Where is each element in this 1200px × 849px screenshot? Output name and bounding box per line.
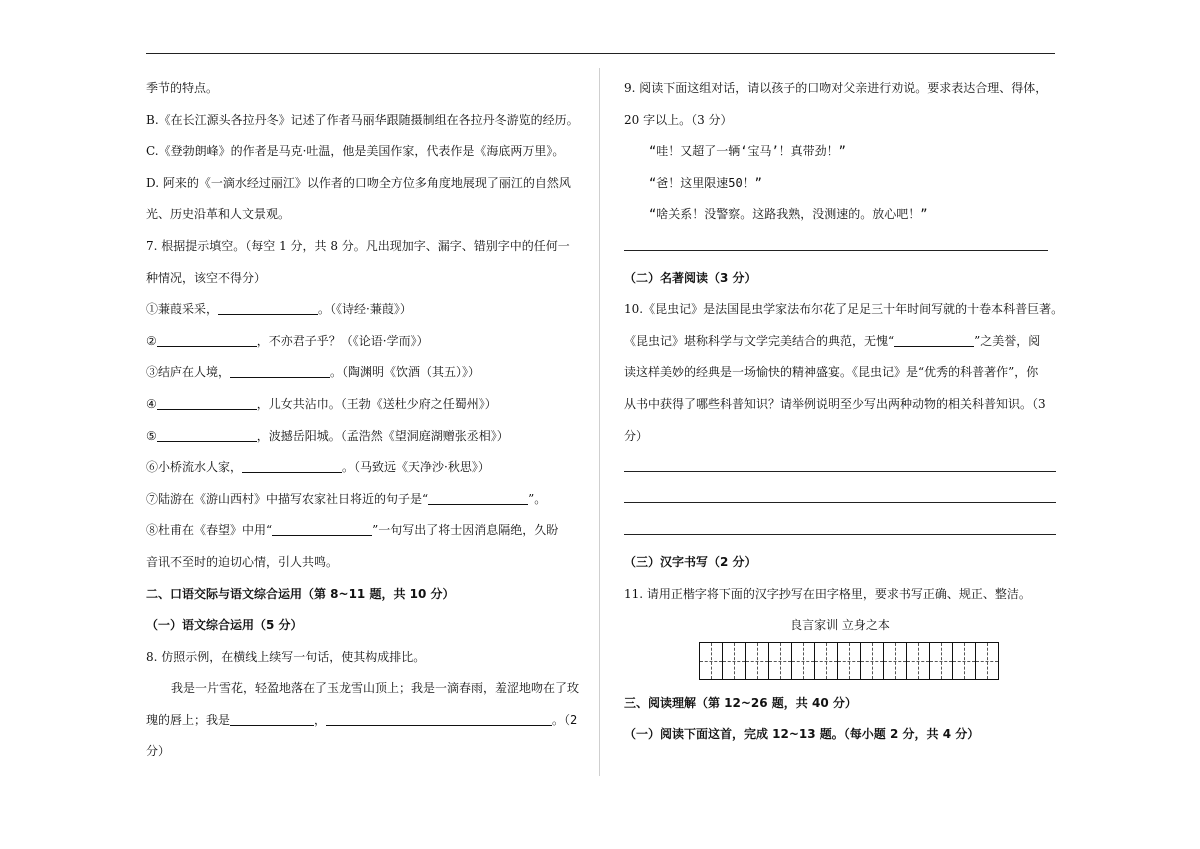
text-line: 20 字以上。（3 分） bbox=[624, 112, 733, 127]
answer-blank[interactable] bbox=[272, 521, 372, 536]
dialogue-line: “哇！又超了一辆‘宝马’！真带劲！” bbox=[649, 144, 846, 159]
question-10-title: 10.《昆虫记》是法国昆虫学家法布尔花了足足三十年时间写就的十卷本科普巨著。 bbox=[624, 302, 1064, 317]
writing-grid-area bbox=[624, 642, 1056, 688]
option-b: B.《在长江源头各拉丹冬》记述了作者马丽华跟随摄制组在各拉丹冬游览的经历。 bbox=[146, 112, 579, 127]
answer-blank[interactable] bbox=[157, 395, 257, 410]
subsection-heading: （三）汉字书写（2 分） bbox=[624, 554, 757, 569]
answer-blank[interactable] bbox=[894, 332, 974, 347]
section-3-heading: 三、阅读理解（第 12~26 题，共 40 分） bbox=[624, 695, 857, 710]
subsection-heading: （二）名著阅读（3 分） bbox=[624, 270, 757, 285]
text-line: 《昆虫记》堪称科学与文学完美结合的典范，无愧“ ”之美誉，阅 bbox=[624, 333, 1041, 348]
question-7-title: 7. 根据提示填空。（每空 1 分，共 8 分。凡出现加字、漏字、错别字中的任何一 bbox=[146, 238, 570, 253]
copy-phrase: 良言家训 立身之本 bbox=[790, 618, 890, 633]
text-line: 分） bbox=[146, 744, 171, 759]
text-line: 读这样美妙的经典是一场愉快的精神盛宴。《昆虫记》是“优秀的科普著作”，你 bbox=[624, 365, 1039, 380]
example-text: 我是一片雪花，轻盈地落在了玉龙雪山顶上；我是一滴春雨，羞涩地吻在了玫 bbox=[171, 681, 580, 696]
subsection-heading: （一）语文综合运用（5 分） bbox=[146, 618, 303, 633]
answer-blank[interactable] bbox=[230, 363, 330, 378]
answer-line[interactable] bbox=[624, 231, 1048, 263]
grid-cell[interactable] bbox=[930, 643, 953, 679]
grid-cell[interactable] bbox=[884, 643, 907, 679]
grid-cell[interactable] bbox=[976, 643, 998, 679]
text-line: 光、历史沿革和人文景观。 bbox=[146, 207, 291, 222]
option-d: D. 阿来的《一滴水经过丽江》以作者的口吻全方位多角度地展现了丽江的自然风 bbox=[146, 175, 571, 190]
answer-line[interactable] bbox=[624, 452, 1056, 484]
answer-blank[interactable] bbox=[218, 300, 318, 315]
question-11-title: 11. 请用正楷字将下面的汉字抄写在田字格里，要求书写正确、规正、整洁。 bbox=[624, 586, 1031, 601]
tianzige-grid bbox=[699, 642, 999, 680]
grid-cell[interactable] bbox=[953, 643, 976, 679]
grid-cell[interactable] bbox=[815, 643, 838, 679]
answer-blank[interactable] bbox=[230, 711, 314, 726]
fill-item-5: ⑤ ，波撼岳阳城。（孟浩然《望洞庭湖赠张丞相》） bbox=[146, 428, 509, 443]
fill-item-8: ⑧杜甫在《春望》中用“ ”一句写出了将士因消息隔绝，久盼 bbox=[146, 523, 559, 538]
grid-cell[interactable] bbox=[700, 643, 723, 679]
text-line: 分） bbox=[624, 428, 649, 443]
grid-cell[interactable] bbox=[723, 643, 746, 679]
fill-item-7: ⑦陆游在《游山西村》中描写农家社日将近的句子是“ ”。 bbox=[146, 491, 547, 506]
question-8-title: 8. 仿照示例，在横线上续写一句话，使其构成排比。 bbox=[146, 649, 426, 664]
answer-blank[interactable] bbox=[157, 427, 257, 442]
grid-cell[interactable] bbox=[838, 643, 861, 679]
answer-blank[interactable] bbox=[326, 711, 552, 726]
grid-cell[interactable] bbox=[907, 643, 930, 679]
grid-cell[interactable] bbox=[746, 643, 769, 679]
answer-line[interactable] bbox=[624, 484, 1056, 516]
text-line: 音讯不至时的迫切心情，引人共鸣。 bbox=[146, 554, 339, 569]
right-column bbox=[624, 73, 1064, 751]
option-c: C.《登勃朗峰》的作者是马克·吐温，他是美国作家，代表作是《海底两万里》。 bbox=[146, 144, 565, 159]
fill-item-4: ④ ，儿女共沾巾。（王勃《送杜少府之任蜀州》） bbox=[146, 396, 497, 411]
fill-item-2: ② ，不亦君子乎？（《论语·学而》） bbox=[146, 333, 429, 348]
subsection-heading: （一）阅读下面这首，完成 12~13 题。（每小题 2 分，共 4 分） bbox=[624, 727, 980, 742]
grid-cell[interactable] bbox=[861, 643, 884, 679]
grid-cell[interactable] bbox=[792, 643, 815, 679]
column-divider bbox=[599, 68, 600, 776]
answer-blank[interactable] bbox=[428, 490, 528, 505]
text-line: 季节的特点。 bbox=[146, 81, 219, 95]
answer-line[interactable] bbox=[624, 515, 1056, 547]
question-9-title: 9. 阅读下面这组对话，请以孩子的口吻对父亲进行劝说。要求表达合理、得体， bbox=[624, 81, 1048, 95]
dialogue-line: “啥关系！没警察。这路我熟，没测速的。放心吧！” bbox=[649, 207, 928, 222]
text-line: 种情况，该空不得分） bbox=[146, 270, 267, 285]
header-rule bbox=[146, 53, 1055, 54]
text-line: 从书中获得了哪些科普知识？请举例说明至少写出两种动物的相关科普知识。（3 bbox=[624, 396, 1046, 411]
fill-item-6: ⑥小桥流水人家， 。（马致远《天净沙·秋思》） bbox=[146, 460, 490, 475]
left-column bbox=[146, 73, 586, 768]
dialogue-line: “爸！这里限速50！” bbox=[649, 175, 762, 190]
section-2-heading: 二、口语交际与语文综合运用（第 8~11 题，共 10 分） bbox=[146, 586, 455, 601]
example-continuation: 瑰的唇上；我是 ， 。（2 bbox=[146, 712, 578, 727]
answer-blank[interactable] bbox=[157, 332, 257, 347]
fill-item-1: ①蒹葭采采， 。（《诗经·蒹葭》） bbox=[146, 302, 412, 317]
answer-blank[interactable] bbox=[242, 458, 342, 473]
grid-cell[interactable] bbox=[769, 643, 792, 679]
fill-item-3: ③结庐在人境， 。（陶渊明《饮酒（其五）》） bbox=[146, 365, 481, 380]
